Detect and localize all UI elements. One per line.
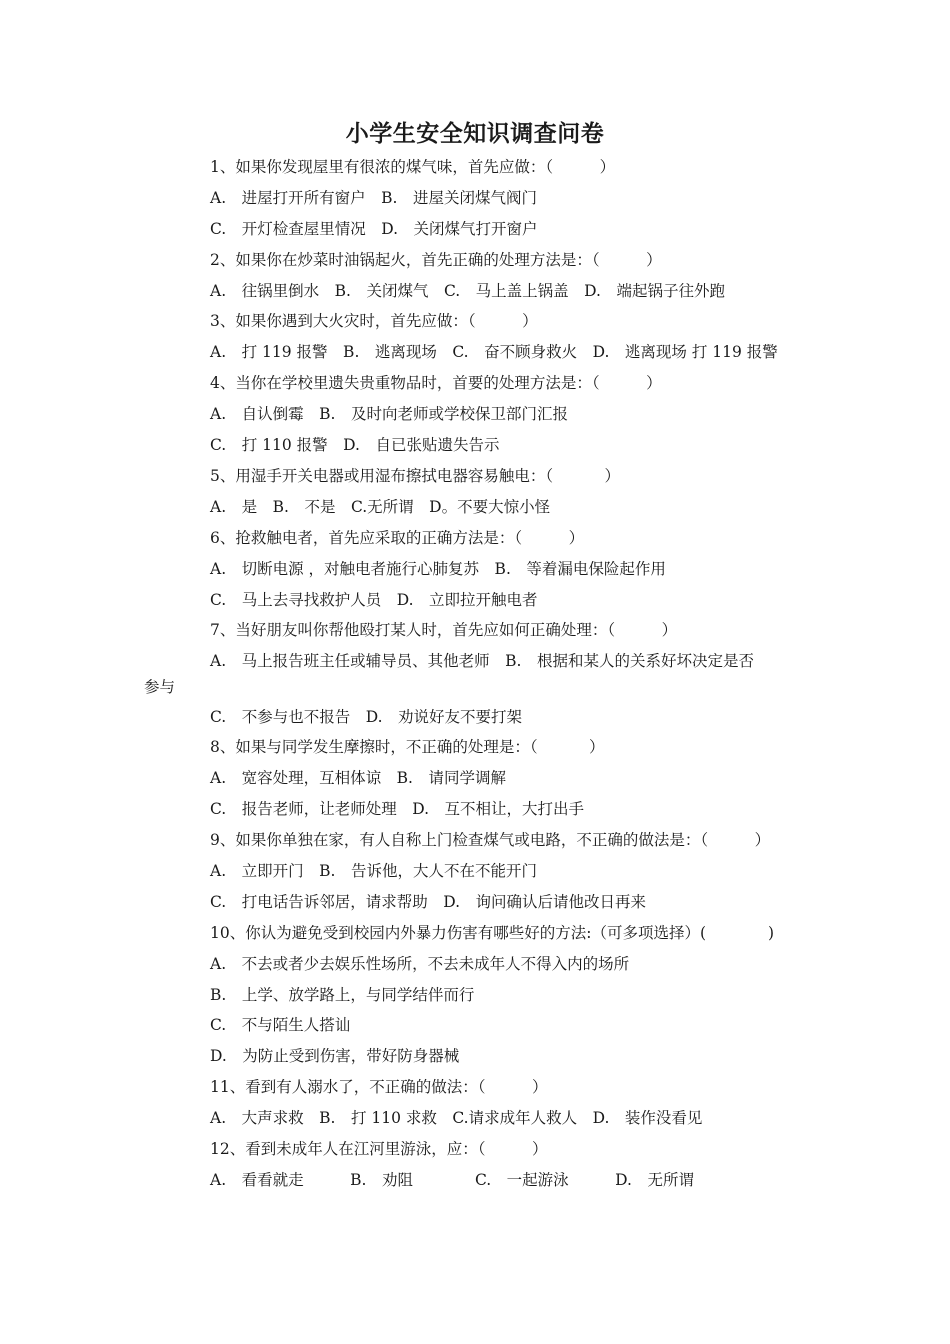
question-10: 10、你认为避免受到校园内外暴力伤害有哪些好的方法:（可多项选择）( )	[210, 924, 775, 942]
question-9: 9、如果你单独在家，有人自称上门检查煤气或电路，不正确的做法是：（ ）	[210, 831, 771, 849]
question-11-options: A. 大声求救 B. 打 110 求救 C.请求成年人救人 D. 装作没看见	[210, 1109, 703, 1127]
document-title: 小学生安全知识调查问卷	[345, 120, 605, 147]
question-7-options-ab-continued: 参与	[144, 678, 176, 696]
question-4-options-ab: A. 自认倒霉 B. 及时向老师或学校保卫部门汇报	[210, 405, 568, 423]
question-12-options: A. 看看就走 B. 劝阻 C. 一起游泳 D. 无所谓	[210, 1171, 694, 1189]
question-3-options: A. 打 119 报警 B. 逃离现场 C. 奋不顾身救火 D. 逃离现场 打 119 报警	[210, 343, 778, 361]
question-2: 2、如果你在炒菜时油锅起火，首先正确的处理方法是：（ ）	[210, 251, 662, 269]
question-1-options-ab: A. 进屋打开所有窗户 B. 进屋关闭煤气阀门	[210, 189, 537, 207]
question-8-options-cd: C. 报告老师，让老师处理 D. 互不相让，大打出手	[210, 800, 585, 818]
question-9-options-ab: A. 立即开门 B. 告诉他，大人不在不能开门	[210, 862, 537, 880]
question-1: 1、如果你发现屋里有很浓的煤气味，首先应做：（ ）	[210, 158, 616, 176]
question-7: 7、当好朋友叫你帮他殴打某人时，首先应如何正确处理：（ ）	[210, 621, 678, 639]
question-5: 5、用湿手开关电器或用湿布擦拭电器容易触电：（ ）	[210, 467, 621, 485]
question-6: 6、抢救触电者，首先应采取的正确方法是：（ ）	[210, 529, 585, 547]
question-10-option-c: C. 不与陌生人搭讪	[210, 1016, 351, 1034]
question-7-options-ab: A. 马上报告班主任或辅导员、其他老师 B. 根据和某人的关系好坏决定是否	[210, 652, 754, 670]
question-5-options: A. 是 B. 不是 C.无所谓 D。不要大惊小怪	[210, 498, 551, 516]
question-1-options-cd: C. 开灯检查屋里情况 D. 关闭煤气打开窗户	[210, 220, 538, 238]
question-12: 12、看到未成年人在江河里游泳，应：（ ）	[210, 1140, 548, 1158]
question-8-options-ab: A. 宽容处理，互相体谅 B. 请同学调解	[210, 769, 506, 787]
question-3: 3、如果你遇到大火灾时，首先应做：（ ）	[210, 312, 538, 330]
question-10-option-d: D. 为防止受到伤害，带好防身器械	[210, 1047, 460, 1065]
question-6-options-cd: C. 马上去寻找救护人员 D. 立即拉开触电者	[210, 591, 538, 609]
question-10-option-b: B. 上学、放学路上，与同学结伴而行	[210, 986, 475, 1004]
question-9-options-cd: C. 打电话告诉邻居，请求帮助 D. 询问确认后请他改日再来	[210, 893, 647, 911]
question-10-option-a: A. 不去或者少去娱乐性场所，不去未成年人不得入内的场所	[210, 955, 630, 973]
question-4: 4、当你在学校里遗失贵重物品时，首要的处理方法是：（ ）	[210, 374, 662, 392]
question-2-options: A. 往锅里倒水 B. 关闭煤气 C. 马上盖上锅盖 D. 端起锅子往外跑	[210, 282, 725, 300]
question-7-options-cd: C. 不参与也不报告 D. 劝说好友不要打架	[210, 708, 523, 726]
question-11: 11、看到有人溺水了，不正确的做法：（ ）	[210, 1078, 548, 1096]
question-8: 8、如果与同学发生摩擦时，不正确的处理是：（ ）	[210, 738, 605, 756]
question-6-options-ab: A. 切断电源 ，对触电者施行心肺复苏 B. 等着漏电保险起作用	[210, 560, 666, 578]
question-4-options-cd: C. 打 110 报警 D. 自已张贴遗失告示	[210, 436, 500, 454]
